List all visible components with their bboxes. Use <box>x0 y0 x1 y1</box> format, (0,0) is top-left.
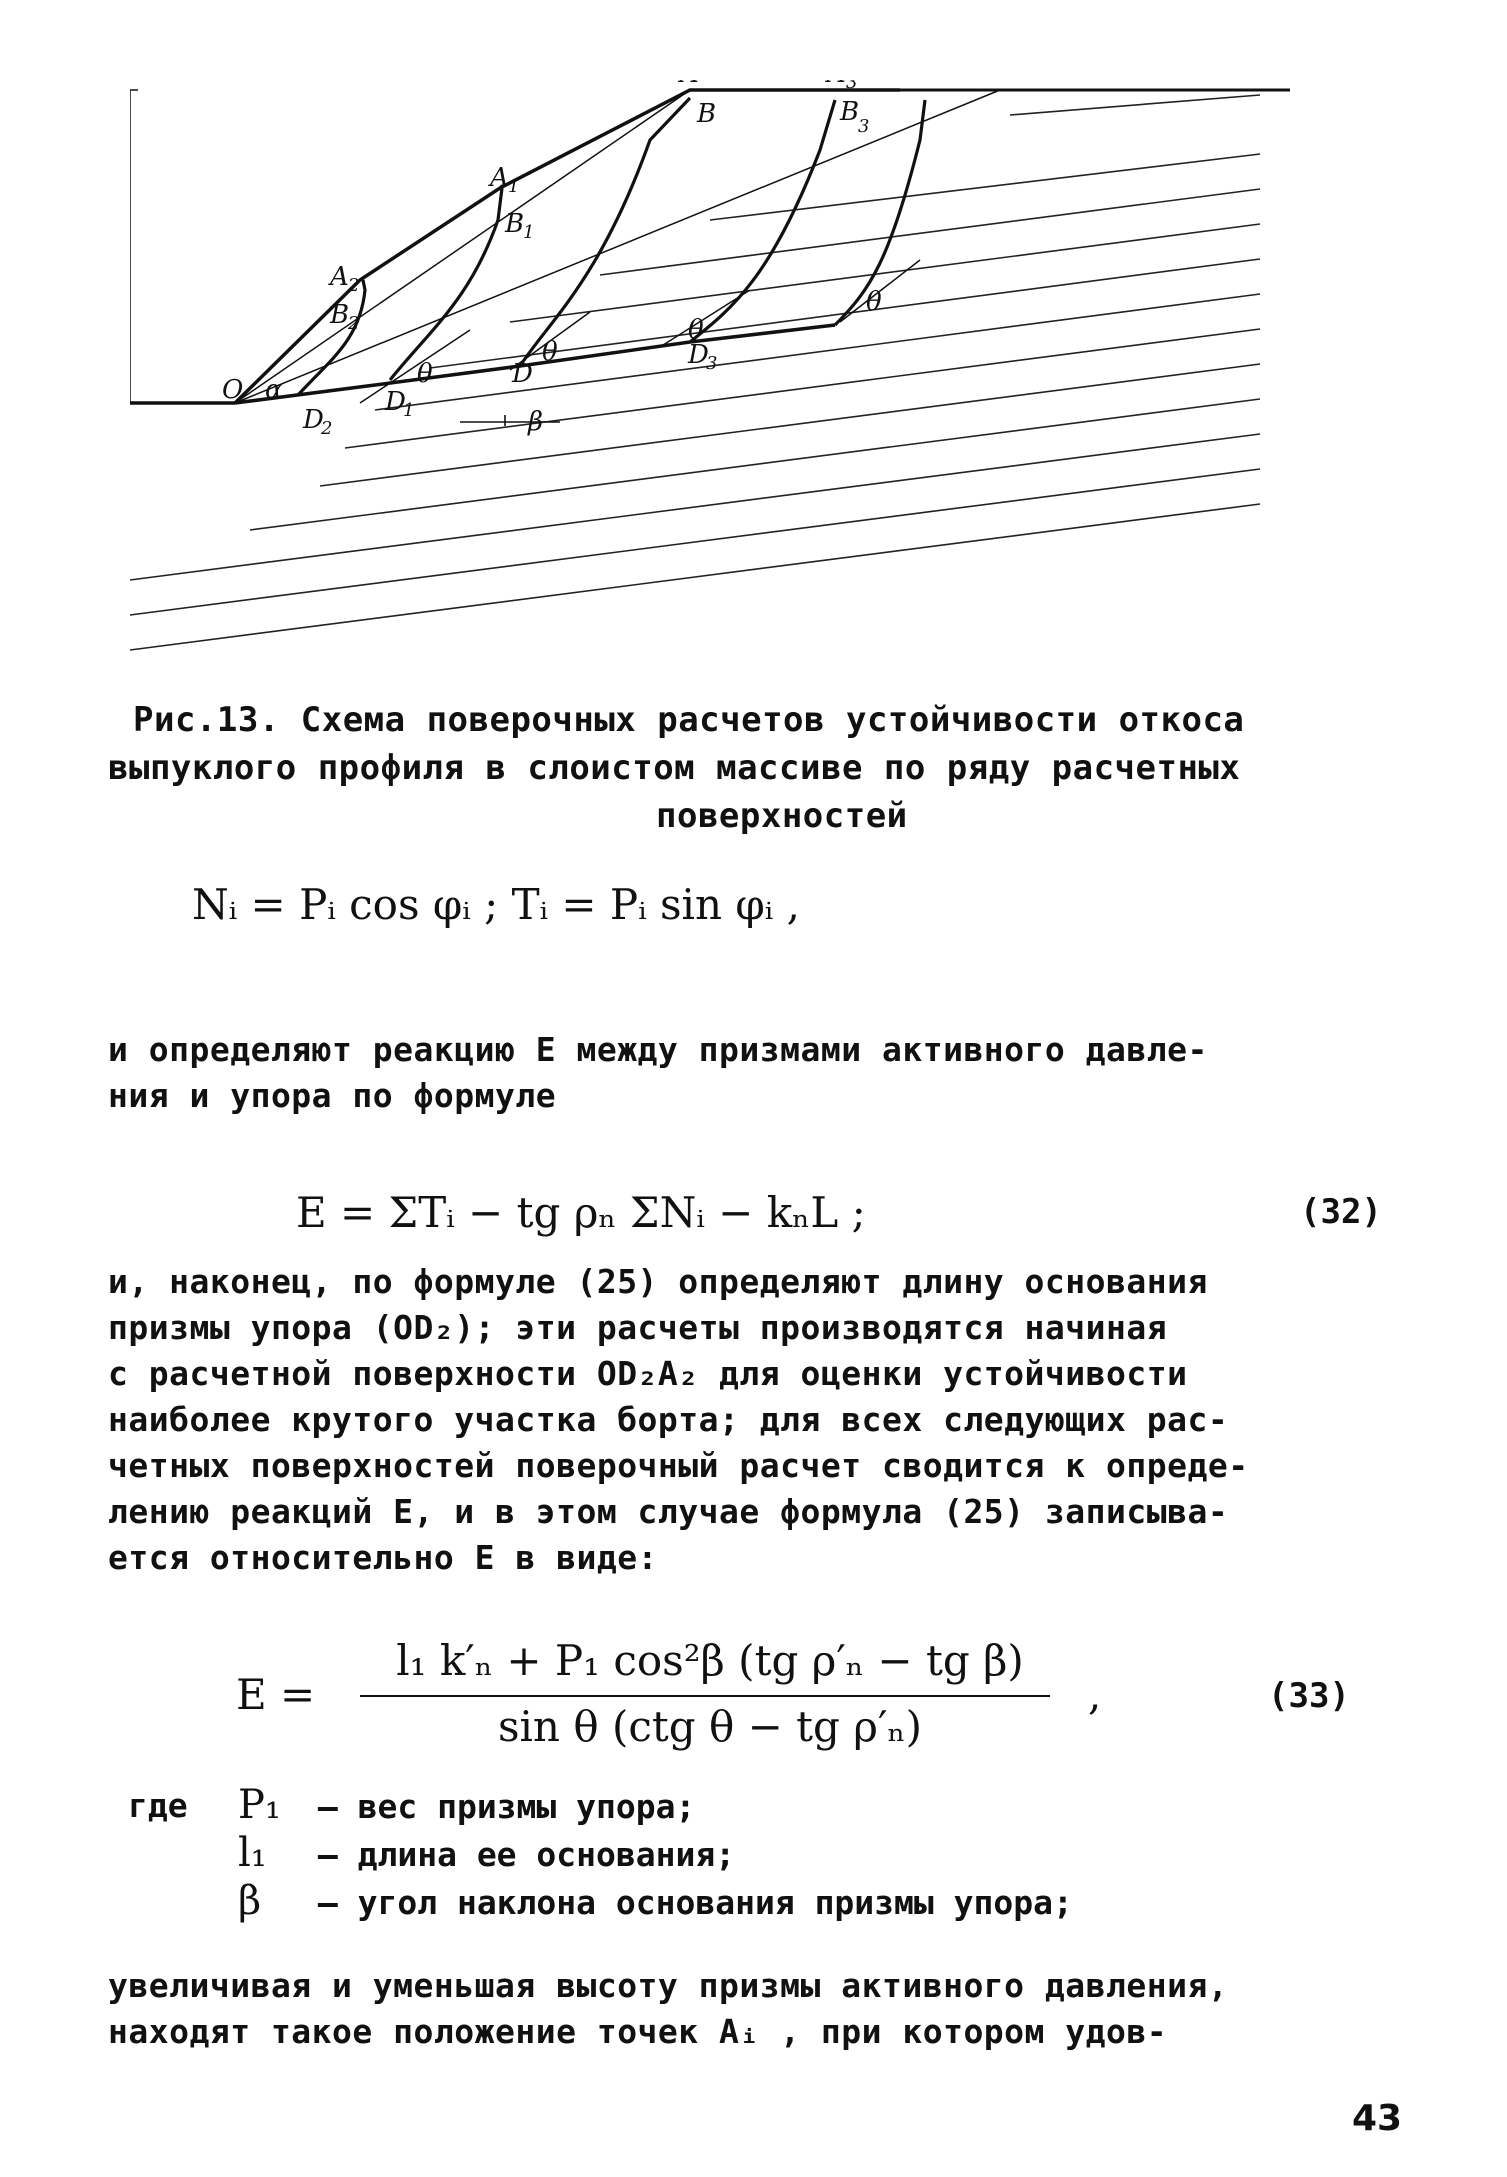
definition-row-P1 <box>238 1782 695 1828</box>
paragraph-3-line-2: находят такое положение точек Aᵢ , при котором удов- <box>108 2012 1168 2051</box>
definition-row-l1 <box>238 1830 735 1876</box>
equation-number-33: (33) <box>1268 1676 1350 1716</box>
definitions-intro: где <box>128 1786 188 1825</box>
label-D3: D <box>688 340 709 370</box>
label-A1: A <box>490 163 509 193</box>
label-theta-4: θ <box>866 287 882 317</box>
beta-indicator <box>460 415 560 426</box>
label-B3-sub: 3 <box>858 116 870 137</box>
definition-symbol: β <box>238 1878 262 1924</box>
paragraph-1-line-1: и определяют реакцию E между призмами активного давле- <box>108 1030 1208 1069</box>
paragraph-2-line-1: и, наконец, по формуле (25) определяют длину основания <box>108 1262 1208 1301</box>
paragraph-2-line-7: ется относительно E в виде: <box>108 1538 658 1577</box>
formula-33-numerator: l₁ k′ₙ + P₁ cos²β (tg ρ′ₙ − tg β) <box>396 1636 1024 1685</box>
label-theta-3: θ <box>688 315 704 345</box>
label-A2: A <box>330 262 349 292</box>
label-B2: B <box>330 300 350 330</box>
paragraph-1-line-2: ния и упора по формуле <box>108 1076 557 1115</box>
formula-32: E = ΣTᵢ − tg ρₙ ΣNᵢ − kₙL ; <box>296 1188 866 1237</box>
caption-line-1: Рис.13. Схема поверочных расчетов устойчивости откоса <box>133 700 1245 740</box>
paragraph-2-line-4: наиболее крутого участка борта; для всех следующих рас- <box>108 1400 1229 1439</box>
label-A1-sub: 1 <box>508 176 520 197</box>
definition-text: – вес призмы упора; <box>317 1787 696 1826</box>
label-beta: β <box>528 407 544 437</box>
label-O: O <box>222 375 244 405</box>
label-D1: D <box>385 387 406 417</box>
label-B1: B <box>505 209 525 239</box>
definition-symbol: l₁ <box>238 1830 267 1876</box>
diagram-svg <box>130 80 1290 660</box>
page-number: 43 <box>1352 2098 1403 2139</box>
label-D2-sub: 2 <box>321 418 333 439</box>
height-dimension <box>130 90 138 403</box>
label-D1-sub: 1 <box>403 400 415 421</box>
label-theta-1: θ <box>417 359 433 389</box>
bedding-hatch-lines <box>130 95 1260 650</box>
label-B3: B <box>840 97 860 127</box>
formula-33-denominator: sin θ (ctg θ − tg ρ′ₙ) <box>497 1702 923 1751</box>
definition-text: – угол наклона основания призмы упора; <box>317 1883 1073 1922</box>
caption-line-3: поверхностей <box>656 796 908 836</box>
formula-33-lhs: E = <box>236 1670 316 1719</box>
paragraph-2-line-3: с расчетной поверхности OD₂A₂ для оценки устойчивости <box>108 1354 1188 1393</box>
theta-tangent-lines <box>360 260 920 403</box>
paragraph-2-line-6: лению реакций E, и в этом случае формула (25) записыва- <box>108 1492 1229 1531</box>
label-D2: D <box>303 405 324 435</box>
label-A <box>678 80 699 89</box>
label-H1-sub <box>130 248 133 269</box>
definition-text: – длина ее основания; <box>317 1835 736 1874</box>
label-A3 <box>825 80 846 89</box>
diagonal-construction-lines <box>235 90 1000 403</box>
caption-line-2: выпуклого профиля в слоистом массиве по ряду расчетных <box>108 748 1241 788</box>
definition-symbol: P₁ <box>238 1782 281 1828</box>
slope-stability-diagram <box>130 80 1290 660</box>
formula-33-fraction-bar <box>360 1695 1050 1697</box>
equation-number-32: (32) <box>1300 1192 1382 1232</box>
paragraph-2-line-2: призмы упора (OD₂); эти расчеты производятся начиная <box>108 1308 1168 1347</box>
label-theta-2: θ <box>542 337 558 367</box>
label-A2-sub: 2 <box>348 275 360 296</box>
label-alpha: α <box>265 375 283 405</box>
label-D: D <box>512 359 533 389</box>
label-D3-sub: 3 <box>706 353 718 374</box>
formula-N-T: Nᵢ = Pᵢ cos φᵢ ; Tᵢ = Pᵢ sin φᵢ , <box>192 880 800 929</box>
label-B2-sub: 2 <box>348 313 360 334</box>
paragraph-2-line-5: четных поверхностей поверочный расчет сводится к опреде- <box>108 1446 1249 1485</box>
label-A3-sub: 3 <box>846 80 858 93</box>
paragraph-3-line-1: увеличивая и уменьшая высоту призмы активного давления, <box>108 1966 1229 2005</box>
label-B: B <box>697 99 717 129</box>
definition-row-beta <box>238 1878 1073 1924</box>
label-B1-sub: 1 <box>523 222 535 243</box>
formula-33-comma: , <box>1088 1670 1102 1719</box>
